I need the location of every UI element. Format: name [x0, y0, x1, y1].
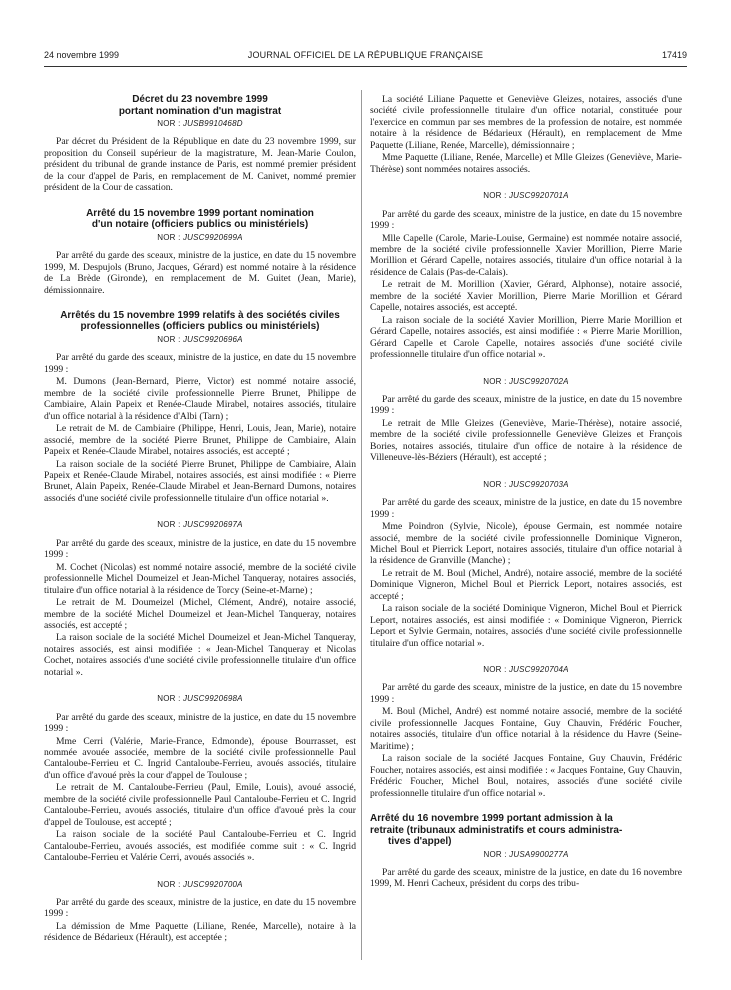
page-header — [44, 50, 687, 64]
section-title: Arrêté du 16 novembre 1999 portant admission à la — [370, 813, 613, 825]
nor-reference — [44, 519, 356, 530]
section-arrete-0698 — [44, 693, 356, 863]
paragraph: Le retrait de Mlle Gleizes (Geneviève, Marie-Thérèse), notaire associé, membre de la société civile professionnelle Geneviève Gleizes et François Bories, notaires associés, titulaire d'un office de notaire à la résidence de Villeneuve-lès-Béziers (Hérault), est accepté ; — [370, 417, 682, 464]
nor-reference — [44, 693, 356, 704]
nor-reference — [370, 376, 682, 387]
section-title: Décret du 23 novembre 1999 — [132, 94, 268, 105]
paragraph: Par arrêté du garde des sceaux, ministre de la justice, en date du 15 novembre 1999 : — [370, 208, 682, 232]
nor-reference — [370, 664, 682, 675]
nor-value: JUSC9920701A — [508, 191, 569, 201]
left-column — [44, 94, 356, 945]
paragraph: Le retrait de M. de Cambiaire (Philippe, Henri, Louis, Jean, Marie), notaire associé, membre de la société Pierre Brunet, Philippe de Cambiaire, Alain Papeix et Renée-Claude Mirabel, notaires associés, est accepté ; — [44, 423, 356, 458]
nor-label: NOR : — [483, 665, 507, 675]
paragraph: M. Cochet (Nicolas) est nommé notaire associé, membre de la société civile professionnelle Michel Doumeizel et Jean-Michel Tanqueray, notaires associés, titulaire d'un office notarial à la résidence de Torcy (Seine-et-Marne) ; — [44, 561, 356, 596]
section-admission-retraite — [370, 813, 682, 890]
section-arrete-0701 — [370, 190, 682, 360]
paragraph: Mlle Capelle (Carole, Marie-Louise, Germaine) est nommée notaire associé, membre de la société civile professionnelle Xavier Morillion, Pierre Marie Morillion et Gérard Capelle, notaires associés, titulaire d'un office notarial à la résidence de Calais (Pas-de-Calais). — [370, 232, 682, 278]
nor-value: JUSC9920704A — [508, 665, 569, 675]
paragraph: Le retrait de M. Morillion (Xavier, Gérard, Alphonse), notaire associé, membre de la société Xavier Morillion, Pierre Marie Morillion et Gérard Capelle, notaires associés, est accepté. — [370, 279, 682, 314]
nor-reference — [370, 479, 682, 490]
paragraph: Par arrêté du garde des sceaux, ministre de la justice, en date du 16 novembre 1999, M. Henri Cacheux, président du corps des tribu- — [370, 866, 682, 890]
paragraph: La raison sociale de la société Pierre Brunet, Philippe de Cambiaire, Alain Papeix et Renée-Claude Mirabel, notaires associés, est ainsi modifiée : « Pierre Brunet, Alain Papeix, Renée-Claude Mirabel et Jean-Bernard Dumons, notaires associés d'une société civile professionnelle titulaire d'un office notarial ». — [44, 458, 356, 504]
paragraph: Par arrêté du garde des sceaux, ministre de la justice, en date du 15 novembre 1999 : — [370, 682, 682, 705]
paragraph: Par décret du Président de la République en date du 23 novembre 1999, sur proposition du Conseil supérieur de la magistrature, M. Jean-Marie Coulon, président du tribunal de grande instance de Paris, est nommé premier président de la cour d'appel de Paris, en remplacement de M. Canivet, nommé premier président de la Cour de cassation. — [44, 136, 356, 194]
section-decret-magistrat — [44, 94, 356, 194]
section-nomination-notaire — [44, 208, 356, 296]
paragraph: Par arrêté du garde des sceaux, ministre de la justice, en date du 15 novembre 1999 : — [370, 393, 682, 417]
section-title: Arrêtés du 15 novembre 1999 relatifs à des sociétés civiles — [60, 309, 340, 321]
paragraph: Par arrêté du garde des sceaux, ministre de la justice, en date du 15 novembre 1999 : — [44, 537, 356, 561]
paragraph: Mme Poindron (Sylvie, Nicole), épouse Germain, est nommée notaire associé, membre de la société civile professionnelle Dominique Vigneron, Michel Boul et Pierrick Leport, notaires associés, titulaire d'un office notarial à la résidence de Granville (Manche) ; — [370, 521, 682, 567]
nor-value: JUSC9920703A — [508, 479, 569, 489]
nor-value: JUSC9920696A — [182, 334, 243, 344]
section-title: d'un notaire (officiers publics ou ministériels) — [91, 219, 309, 231]
nor-label: NOR : — [157, 694, 181, 704]
section-arrete-0703 — [370, 479, 682, 649]
nor-label: NOR : — [483, 191, 507, 201]
nor-reference — [370, 849, 682, 860]
paragraph: M. Dumons (Jean-Bernard, Pierre, Victor) est nommé notaire associé, membre de la société civile professionnelle Pierre Brunet, Philippe de Cambiaire, Alain Papeix et Renée-Claude Mirabel, notaires associés, titulaire d'un office notarial à la résidence d'Albi (Tarn) ; — [44, 376, 356, 422]
nor-label: NOR : — [483, 376, 507, 386]
section-arrete-0700-continued — [370, 94, 682, 175]
nor-label: NOR : — [157, 232, 181, 242]
nor-label: NOR : — [483, 479, 507, 489]
paragraph: Le retrait de M. Doumeizel (Michel, Clément, André), notaire associé, membre de la société Michel Doumeizel et Jean-Michel Tanqueray, notaires associés, est accepté ; — [44, 597, 356, 631]
paragraph: La raison sociale de la société Michel Doumeizel et Jean-Michel Tanqueray, notaires associés, est ainsi modifiée : « Jean-Michel Tanqueray et Nicolas Cochet, notaires associés d'une société civile professionnelle titulaire d'un office notarial ». — [44, 632, 356, 678]
nor-value: JUSC9920699A — [182, 232, 243, 242]
header-page-number: 17419 — [661, 50, 687, 60]
nor-value: JUSB9910468D — [182, 119, 243, 128]
paragraph: Par arrêté du garde des sceaux, ministre de la justice, en date du 15 novembre 1999, M. Despujols (Bruno, Jacques, Gérard) est nommé notaire à la résidence de La Brède (Gironde), en remplacement de M. Guitet (Jean, Marie), démissionnaire. — [44, 250, 356, 296]
section-societes-civiles — [44, 310, 356, 504]
section-title: professionnelles (officiers publics ou ministériels) — [80, 321, 320, 333]
paragraph: La raison sociale de la société Dominique Vigneron, Michel Boul et Pierrick Leport, notaires associés, est ainsi modifiée : « Dominique Vigneron, Pierrick Leport et Sylvie Germain, notaires, associés d'une société civile professionnelle titulaire d'un office notarial ». — [370, 603, 682, 649]
paragraph: Le retrait de M. Boul (Michel, André), notaire associé, membre de la société Dominique Vigneron, Michel Boul et Pierrick Leport, notaires associés, est accepté ; — [370, 567, 682, 602]
nor-label: NOR : — [157, 879, 181, 889]
header-journal-title: JOURNAL OFFICIEL DE LA RÉPUBLIQUE FRANÇAISE — [247, 50, 484, 60]
column-divider — [361, 90, 362, 960]
paragraph: La société Liliane Paquette et Geneviève Gleizes, notaires, associés d'une société civile professionnelle titulaire d'un office notarial, constituée pour l'exercice en commun par ses membres de la profession de notaire, est nommée notaire à la résidence de Bédarieux (Hérault), en remplacement de Mme Paquette (Liliane, Renée, Marcelle), démissionnaire ; — [370, 94, 682, 151]
nor-label: NOR : — [157, 520, 181, 530]
nor-reference — [370, 190, 682, 201]
nor-label: NOR : — [157, 334, 181, 344]
nor-reference — [44, 232, 356, 243]
nor-value: JUSA9900277A — [509, 849, 569, 859]
nor-label: NOR : — [157, 119, 181, 128]
section-arrete-0697 — [44, 519, 356, 678]
nor-reference — [44, 879, 356, 890]
nor-reference — [44, 118, 356, 129]
paragraph: M. Boul (Michel, André) est nommé notaire associé, membre de la société civile professionnelle Jacques Fontaine, Guy Chauvin, Frédéric Foucher, notaires associés, titulaire d'un office notarial à la résidence du Havre (Seine-Maritime) ; — [370, 706, 682, 752]
paragraph: Par arrêté du garde des sceaux, ministre de la justice, en date du 15 novembre 1999 : — [44, 897, 356, 920]
header-date: 24 novembre 1999 — [44, 50, 120, 60]
paragraph: Le retrait de M. Cantaloube-Ferrieu (Paul, Emile, Louis), avoué associé, membre de la société civile professionnelle Paul Cantaloube-Ferrieu et C. Ingrid Cantaloube-Ferrieu, avoués associés, titulaire d'un office d'avoué près la cour d'appel de Toulouse, est accepté ; — [44, 782, 356, 828]
section-arrete-0702 — [370, 376, 682, 464]
section-title: Arrêté du 15 novembre 1999 portant nomination — [86, 207, 314, 219]
paragraph: Par arrêté du garde des sceaux, ministre de la justice, en date du 15 novembre 1999 : — [44, 711, 356, 735]
paragraph: Mme Cerri (Valérie, Marie-France, Edmonde), épouse Bourrasset, est nommée avouée associée, membre de la société civile professionnelle Paul Cantaloube-Ferrieu et C. Ingrid Cantaloube-Ferrieu, avoués associés, titulaire d'un office d'avoué près la cour d'appel de Toulouse ; — [44, 735, 356, 781]
right-column — [370, 94, 682, 891]
paragraph: La raison sociale de la société Paul Cantaloube-Ferrieu et C. Ingrid Cantaloube-Ferrieu, avoués associés, est modifiée comme suit : « C. Ingrid Cantaloube-Ferrieu et Valérie Cerri, avoués associés ». — [44, 829, 356, 864]
paragraph: La démission de Mme Paquette (Liliane, Renée, Marcelle), notaire à la résidence de Bédarieux (Hérault), est acceptée ; — [44, 920, 356, 944]
paragraph: La raison sociale de la société Xavier Morillion, Pierre Marie Morillion et Gérard Capelle, notaires associés, est ainsi modifiée : « Pierre Marie Morillion, Gérard Capelle et Carole Capelle, notaires associés d'une société civile professionnelle titulaire d'un office notarial ». — [370, 314, 682, 361]
section-arrete-0704 — [370, 664, 682, 799]
paragraph: Par arrêté du garde des sceaux, ministre de la justice, en date du 15 novembre 1999 : — [44, 352, 356, 375]
header-rule — [44, 66, 687, 67]
paragraph: Mme Paquette (Liliane, Renée, Marcelle) et Mlle Gleizes (Geneviève, Marie-Thérèse) sont nommées notaires associés. — [370, 152, 682, 175]
section-title: tives d'appel) — [388, 836, 452, 848]
paragraph: La raison sociale de la société Jacques Fontaine, Guy Chauvin, Frédéric Foucher, notaires associés, est ainsi modifiée : « Jacques Fontaine, Guy Chauvin, Frédéric Foucher, Michel Boul, notaires, associés d'une société civile professionnelle titulaire d'un office notarial ». — [370, 753, 682, 799]
nor-value: JUSC9920702A — [508, 376, 569, 386]
section-title: retraite (tribunaux administratifs et cours administra- — [370, 824, 623, 836]
section-arrete-0700 — [44, 879, 356, 944]
section-title: portant nomination d'un magistrat — [118, 105, 282, 117]
nor-value: JUSC9920698A — [182, 694, 243, 704]
paragraph: Par arrêté du garde des sceaux, ministre de la justice, en date du 15 novembre 1999 : — [370, 497, 682, 520]
nor-value: JUSC9920697A — [182, 520, 243, 530]
nor-label: NOR : — [483, 849, 507, 859]
nor-reference — [44, 334, 356, 345]
nor-value: JUSC9920700A — [182, 879, 243, 889]
